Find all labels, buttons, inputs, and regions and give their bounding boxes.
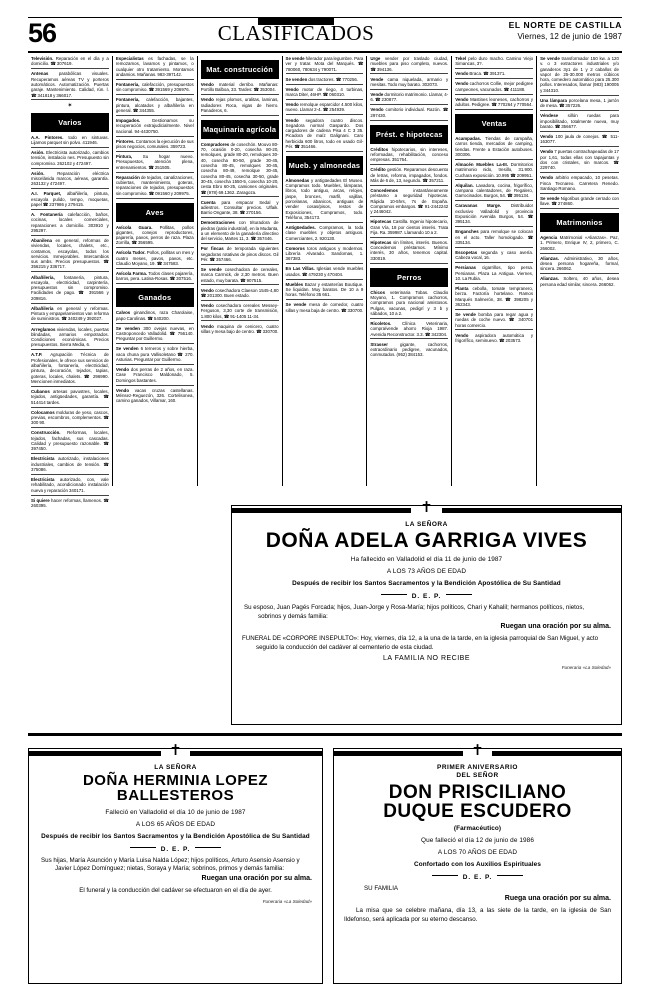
category-heading: Prést. e hipotecas [370,125,448,144]
classified-ad: Televisión. Reparación en el día y a domicilio. ☎ 307619. [31,56,109,69]
classified-ad: Hipotecas sin límites, interés. Buenos. Concedemos préstamos. Mínimo interés, 30 años, tenemos capital. 330019. [370,240,448,264]
classified-ad: Avícola Farma. Todos clases pajarería, barros, pera. Latina-Rosas. ☎ 307516. [116,271,194,284]
rule-right [190,751,322,756]
classified-ad: Vendo Braca. ☎ 391371. [455,71,533,79]
classified-ad: Vendo 100 jaula de conejos. ☎ 511-163077. [540,134,619,147]
classified-ad: Electricista autorizado, con, vale rehabilitado, acondicionado instalación nueva y reparación 340171. [31,477,109,495]
classified-ad: Una lámpara porcelana mesa, 1 jarrón de mesa. ☎ 357226. [540,98,619,111]
category-heading: Aves [116,203,194,222]
prayer-request: Ruegan una oración por su alma. [500,623,611,631]
classified-ad: Concedemos instantáneamente préstamo a seguridad hipotecas. Rápida 10-5hrs, 7s de España. Compramos embargos. ☎ 91-2442242 y 2446042. [370,188,448,217]
death-line: Falleció en Valladolid el día 10 de junio de 1987 [105,808,246,816]
category-heading: Mat. construcción [201,60,279,79]
mass-details: La misa que se celebre mañana, día 13, a las siete de la tarde, en la iglesia de San Ildefonso, será aplicada por su eterno descanso. [344,907,611,923]
dep-line: D. E. P. [242,593,611,600]
obituary-top-rule [334,743,621,759]
dep-line: D. E. P. [344,874,611,881]
classified-ad: Fontanería, calefacción, presupuestos sin compromiso. ☎ 391569 y 206976. [116,82,194,95]
deceased-name-line1: DON PRISCILIANO [388,782,567,803]
funeral-details: FUNERAL DE «CORPORE INSEPULTO»: Hoy, viernes, día 12, a la una de la tarde, en la iglesia parroquial de San Miguel, y acto seguido la conducción del cadáver al cementerio de esta ciudad. [242,635,599,651]
anniversary-subkicker: DEL SEÑOR [456,772,499,779]
classified-ad: Se venden dos tractores. ☎ 770256. [286,77,364,85]
classified-ad: En Las Villas. Iglesias vende muebles usados. ☎ 479230 y 470404. [286,266,364,279]
classified-ad: Cubanos artesas pavustres, locales, tejados, antigüedades, garantía. ☎ 514414 tardes. [31,389,109,407]
rule-right [442,508,621,513]
deceased-name: DOÑA HERMINIA LOPEZ BALLESTEROS [82,772,269,805]
dep-line: D. E. P. [39,846,312,853]
obituary-notice-adela-garriga [231,500,622,725]
section-divider-rule [28,733,622,736]
classified-ad: Hipotecas Castilla. Ingenio hipotecario, Gran Vía, 18 por cientos interés. Trata Fija. Ra. 359987. Llamando 10 a 2. [370,219,448,237]
classified-ad: Vendo rejas plomos, uralitas, laminas, radiadores Roca, vigas de hierro. Panaderos, 6. [201,97,279,115]
classified-ad: Vendo maquina de cenicero, cuatro sillas y mesa bajo de centro. ☎ 330700. [200,323,279,334]
classified-ad: Vendo vacas cruzas castellanas. Ménsez-Reguezón, 326. Cortelisonea, camino ganados, Villamar, 160. [115,387,194,404]
classified-ad: Vendo aspiradora automática y frigorífico, seminuevo. ☎ 203573. [455,332,534,343]
family-not-receiving: LA FAMILIA NO RECIBE [382,655,471,663]
classified-ad: Vendo dos perras de 2 años, en raza. Case Francisco Maldonado, 5. Domingos bastantes. [116,367,194,385]
rule-left [334,751,463,756]
classified-ad: Se vende bomba para regar agua y ruedas de coche nuevo. ☎ 340701 horas comercio. [455,312,533,330]
classified-ad: Se vende transformador 150 kw. a 120 v. o 3 extractores industriales y/o ganaderos 3y1 de 1 y 2 caballos de vapor de 25-30.000 metros cúbicos hora, comedero automático para 25.300 pollos. Interesados, llamar (983) 190005 y 344310. [540,56,619,96]
classified-ad: Crédito gestión. Reparamos descuento de letras, reforma, impagados, fondos. Más de 6 de, 13, segundo. ☎ 357211. [370,167,448,185]
classified-ad: Arreglamos viviendas, locales, puertas blindadas, armarios empotrados. Condiciones económicas. Precios presupuestos. Sierra Media, 6. [31,327,109,351]
family-list: Sus hijas, María Asunción y María Luisa Nalda López; hijos políticos, Arturo Asensio Asensio y Javier López Domínguez; nietas, Soraya y María; sobrinos, primos y demás familia: [41,856,300,872]
classified-column [113,56,198,486]
category-heading: Ganados [116,288,194,307]
rule-left [29,751,161,756]
classified-column [537,56,622,486]
classified-ad: Se vende cosechadora de cereales, marca Carmick, de 2,30 metros. Buen estado, muy barata. ☎ 907515. [201,267,279,285]
family-list: Su esposo, Juan Pagés Forcada; hijos, Juan-Jorge y Rosa-María; hijos políticos, Chari y Kahalil; hermanos políticos, nietos, sobrinos y demás familia: [244,604,585,620]
death-line: Que falleció el día 12 de junio de 1986 [421,836,534,844]
cross-icon: ✝ [169,743,182,759]
classified-ad: Chicos veterinaria Tobas. Claudio Moyano, 1. Compramos cachorros, compramos pura nacional amistosos. Pulgas, vacunas, pedigrí y 3 b y sábados, 10 a 2. [370,290,448,319]
classified-ad: A.T.P. Agrupación Técnica de Profesionales, le ofrece sus servicios de albañilería, fontanería, electricidad, pintura, decoración, tejados, tapias, goteras, locales, chalets. ☎ 296990. Mencionen inmediatos. [31,352,109,386]
classified-ad: Caravanas Marge. Distribuidor exclusivo Valladolid y provincia Exposición Avenida Burgos, 54. ☎ 395134. [455,203,533,227]
prayer-request: Ruega una oración por su alma. [504,895,611,903]
classified-ad: Tekel pelo duro macho. Camino Viejo Simancas, 3?. [455,56,533,69]
funeral-details: El funeral y la conducción del cadáver se efectuaron en el día de ayer. [79,887,272,895]
classified-ad: Especialistas es fachadas, se la remozamos, lavamos y pintamos, o cualquier otro tratamiento. Montamos andamios. Mañanas. 983-397142. [116,56,194,80]
section-title: CLASIFICADOS [217,21,375,45]
classified-ad: Véndese sillón ruedas para imposibilitado, totalmente nueva, muy barato. ☎ 356677. [540,113,619,131]
funeral-home: Funeraria «La Soledad» [262,898,312,904]
classified-column [283,56,368,486]
family-list: SU FAMILIA [364,884,399,892]
funeral-home: Funeraria «La Soledad» [561,665,611,671]
obituary-top-rule [232,500,621,516]
sacraments-line: Después de recibir los Santos Sacramentos y la Bendición Apostólica de Su Santidad [41,832,310,840]
category-heading: Mueb. y almonedas [286,156,364,175]
classified-ad: Avícola Tudor. Pollos, pollitas un mes y cuatro meses, pavos, pavos, etc. Claudio Moyano, 19. ☎ 347583. [116,250,194,268]
category-heading: Varios [31,113,109,132]
classified-ad: Vendo material derribo. Mañanas: Portillo Balboa, 33. Tardes: ☎ 353004. [201,82,279,95]
classified-ad: Vende cama niquelada, armario y mesitas. Todo muy barato. 302073. [370,77,448,90]
category-heading: Maquinaria agrícola [201,120,279,139]
classified-ad: Muebles Bazar y estanterías Boutique. Se liquidan. Muy baratos. De 10 a 9 horas. Teléfono 35 661. [286,282,364,300]
classified-ad: Abanilena en general, reformas de viviendas, locales, chalets, etc., contamos, escayolas, todos los servicios. Inmejorables. Intercambios sus ambs. Precios presupuestos. ☎ 356215 y 336717. [31,238,109,272]
classified-ad: Alianzas. Soltero, 40 años, desea persona edad similar, sincera. 266062. [540,276,619,287]
age-line: A LOS 65 AÑOS DE EDAD [135,820,216,828]
classified-ad: Vendo 7 puertas contrachapeadas de 17 por 1,61, todas ellas con tapajuntas y dos con cristales, sin marcos. ☎ 229740. [540,149,619,173]
classified-ad: Demostraciones con trituradora de piedras (patio industrial), en la Mudanta, a un elemento de la ganadería directivo del servicio, Martes 11, 3. ☎ 357446. [201,220,279,244]
age-line: A LOS 70 AÑOS DE EDAD [437,848,518,856]
masthead-rule-bottom [28,51,622,53]
classified-ad: A. Fontanería calefacción, baños, cocinas, locales comerciales, reparaciones a domicilio. 303910 y 295297. [31,212,109,236]
classified-ad: Se venden 300 ovejas nuevas, en Castroponcedo Valladolid. ☎ 756140. Preguntar por Guillermo. [116,326,194,344]
classified-ad: Enganches para remolque se colocan en el acto. Taller homologado. ☎ 335134. [455,229,533,247]
classified-ad: Almonedas y antigüedades El Museo. Compramos todo. Muebles, lámparas, libros, todo antiguo, arcas, relojes, jaspe, bronces, marfil, vajillas, porcelanas, abanicos, antiguas de vender cosas/pisos, restos de Exposiciones, Compramos, todo. Teléfono, 354173. [286,178,364,223]
classified-ad: Créditos hipotecarios, sin intereses, reformadas, rehabilitación, conceso empresas. 351764. [370,147,448,165]
prayer-request: Ruegan una oración por su alma. [201,875,312,883]
classified-ad: Impagados. Gestionamos su recuperación extrajudicialmente. Nivel nacional. 94-4430750. [116,118,194,136]
classified-ad: Vendo remolque esparcidor 4.500 kilos, nuevo. Llamar 2-4. ☎ 254939. [286,102,364,115]
paper-name: EL NORTE DE CASTILLA [508,20,622,30]
classified-ad: Asión. Reparación eléctrica miscelánida marcos, aéreas, garantía. 263132 y 472497. [31,171,109,189]
deceased-name: DOÑA ADELA GARRIGA VIVES [265,529,588,552]
classified-ad: Colocamos molduras de yeso, cascos, previas, escombros, complementos. ☎ 300 90. [31,410,109,428]
classified-ad: Calvos ginandinos, raza Charolaise, papo Carolinas. ☎ 540200. [116,310,194,323]
classified-ad: Antenas parabólicas visuales. Recuperamos aéreas TV y porteros automáticos. Automatización. Puertas garaje. Mantenimiento. Calidad, rún. l. ☎ 341818 y 366017. [31,71,109,100]
classified-column [28,56,113,508]
classified-ad: Vende dormitorio matrimonio. Llamar, 4-6. ☎ 230877. [370,92,448,105]
classified-ad: Vendo cachorros Collie, mejor pedigree campeones, vacunados. ☎ 411188. [455,81,533,94]
classified-ad: A.I. Parquet, albañilería, pintura, escayola pulido, tempo, moquetas, papel ☎ 237986 y 279415. [31,191,109,209]
classified-ad: Se vende mesa de comedor, cuatro sillas y mesa baja de centro. ☎ 330700. [285,302,364,313]
obituary-top-rule [29,743,322,759]
classified-ad: Se vende hilerador para legumbre. Para ver y tratar. Mota del Marqués. ☎ 780060, 780634 y 790071. [286,56,364,74]
classified-ad: Pintura, Su hogar nuevo. Presupuestos, atención plena, entrenamientos. ☎ 251505. [116,154,194,172]
classified-ad: Comoros toros antiguos y modernos. Librería Alvarado. Sandomas, 1. 367383. [286,246,364,264]
death-line: Ha fallecido en Valladolid el día 11 de junio de 1987 [350,556,503,564]
age-line: A LOS 73 AÑOS DE EDAD [386,568,467,576]
profession-line: (Farmacéutico) [453,824,502,832]
classified-ad: Agencia Matrimonial «Alianzas». Paz, 1. Primero, Enrique IV, 2, primero, C. 266002. [540,235,619,253]
classified-ad: A.A. Pintores. todo en sintuvas. Lijamos parquet sin polvo. 411946. [31,135,109,148]
classified-ad: Fontanería, calefacción, bajantes, pintura, alcatados y albañilería en general. ☎ 344355. [116,97,194,115]
classified-ad: Se vende Nigoribus grande cerrado con llave. ☎ 274860. [540,196,619,209]
rule-right [492,751,621,756]
sacraments-line: Después de recibir los Santos Sacramentos y la Bendición Apostólica de Su Santidad [292,580,561,588]
classified-ad: Por fincas de temporada siguientes segadoras rotativas de pinos discos. Gil Pér. ☎ 357466. [201,246,279,264]
classified-ad: Vendo Mastines leoneses, cachorros y adultos. Pedigree. ☎ 770264 y 770564. [455,97,533,110]
classified-ad: Strasser gigante, cachorros, extraordinario pedigree, vacunados, conmutados. (952) 384153. [370,341,449,358]
obituary-kicker: LA SEÑORA [405,521,448,528]
masthead [28,18,622,52]
obituary-notice-herminia-lopez [28,743,323,984]
spiritual-comfort-line: Confortado con los Auxilios Espirituales [414,860,541,868]
classified-ad: Vendo arbitrio empacado, 10 pesetas. Finca Tecnareo. Carretera Renedo. Santiago Romano. [540,175,619,193]
classified-column [367,56,452,486]
classified-ad: Planta cebolla, tomate tempranero, berza. Factoría hortelano. Ramos Marqués Salmerón, 38. ☎ 398205 y 362343. [455,286,533,310]
rule-left [232,508,411,513]
classified-ad: Albañilería en general y reformas. Pintura y empapelamientos van reforma de suministros. ☎ 340249 y 392027. [31,306,109,324]
paper-date: Viernes, 12 de junio de 1987 [517,32,622,41]
obituary-notice-prisciliano-duque [333,743,622,984]
classified-ad: Electricista autorizado, instalaciones industriales, cambios de tensión. ☎ 375086. [31,456,109,474]
classified-ad: Acampadas. Tiendas de campaña, carros tienda, mercados de camping, tiendas. Frente a Estación autobuses. 300306. [455,136,533,160]
classified-ad: Persianas cigarrillos, tipo persa. Persianas. Plaza La Antigua. Viernes, 10. La Rubia. [455,265,533,283]
classified-ad: Alquilan. Lavadora, cocina, frigorífico, campana calentadores, de Regalero, Garrocinados. Burgos, 54. ☎ 395134. [455,183,533,201]
cross-icon: ✝ [471,743,484,759]
classified-ad: Cuenta para empacar Sedal y adiestros. Consultar precios. Ulfaik. Barrio Ongante, 38. ☎ 270156. [201,200,279,218]
classified-ad: Alianzas. Administrativo, 30 años, desea persona hogareña, formal, sincera. 266062. [540,256,619,274]
deceased-name-line2: DUQUE ESCUDERO [383,801,572,823]
classified-ad: Se venden 6 terneros y sobre hierba, vaca chuna pura Vallisoletano ☎ 270. Asturias. Preguntar por Guillermo. [116,346,194,364]
anniversary-kicker: PRIMER ANIVERSARIO [437,764,518,771]
page-number: 56 [28,18,57,48]
classified-ad: Vendo motor de riego, 4 turbinas, marca Diter, 46HP. ☎ 060310. [286,87,364,100]
classified-column [452,56,537,486]
classified-ad: Asión. Electricista autorizado, cambios tensión, instalacio nes. Presupuesto sin compromiso. 262102 y 472497. [31,150,109,168]
classified-ad: Construcción. Reformas, locales, tejados, fachadas, sus cascadas. Calidad y presupuesto razonable. ☎ 397450. [31,430,109,454]
classified-ad: Pintores. Contamos la ejecución de sus pisos negocios, comunales. 359723. [116,139,194,152]
classified-ad: Albañilería, fontanería, pintura, escayola, electricidad, carpintería, presupuestos sin compromiso. Facilidades de pago. ☎ 391566 y 209816. [31,275,109,304]
classified-ad: Vendo segadora cuatro discos. Segadora normal Gaspardo. Dos cargadores de cadena Pisa 4 C 3 35. Picadora de maíz Galignani. Caro herbicida 600 litros, todo en usado Gil-Pér. ☎ 351466. [286,118,364,152]
classified-ad: Ricoletos. Clínica Veterinaria, compra/vende ahorro Rioja 1987. Avenida Reconstructor. 3.3. ☎ 342304. [370,321,448,339]
cross-icon: ✝ [420,500,433,516]
ad-separator: ✶ [67,102,73,109]
classified-ad: Almacén Muebles La-III. Dormitorios matrimonio nido, tresillo, 31.900. Cuchara exposición. 10.995 ☎ 209951. [455,162,533,180]
classified-ad: Reparación de tejados, canalizaciones, cubiertas, mantenimiento, goteras, reparaciones de tejados, presupuestos sin compromiso. ☎ 091560 y 209975. [116,175,194,199]
classified-ad: Vendo comitorio individual. Razón. ☎ 297430. [370,107,448,120]
obituary-kicker: LA SEÑORA [154,764,197,771]
category-heading: Ventas [455,114,533,133]
classified-ad: Antigüedades. Compramos, la toda clase muebles y objetos antiguos. Comerciantes, 2. 920130. [286,225,364,243]
classified-column [198,56,283,486]
classified-ad: Avícola Guara. Pollitas, pollos gigantes, conejos reproductores, pajarería, pavos, perros de raza. Plaza Zorrilla, ☎ 356595. [116,225,194,249]
classified-ad: Escopetas segunda y caso avería. Cabeza vocal, 16. [455,250,533,263]
classified-ad: Vendo cosechadora Claeson 1545-4,80 ☎ 201300. Buen estado. [201,288,279,301]
classifieds-grid [28,56,622,508]
classified-ad: Vendo cosechadora cereales Messey-Ferguson, 3,30 corte de transmisión, 1.800 kilos, ☎ 91-1405 11-34. [201,303,279,321]
classified-ad: Si quiere hacer reformas, llamenos. ☎ 260395. [31,497,109,508]
category-heading: Matrimonios [540,213,619,232]
category-heading: Perros [370,268,448,287]
classified-ad: Urge vender por traslado ciudad, muebles para piso completo, nuevos. ☎ 394136. [370,56,448,74]
classified-ad: Compradores de cosechón. Mouvo 80-70, ocasión 0-20, cosecha 80-20, remolques, grade 80-20, remolques 30-40, cosecha 80-50, grade 30-45, cosecha 80-45, remolques 30-45, cosecha 80-49, remolque 30-45, cosecha 80-45, cosecha 30-50, grade 30-45, cosecha 1550-5, cosecha 10-20, cesta Ebro 60-25, camiones originales. ☎ (978) 69.1362. Zaragoza. [201,142,279,198]
